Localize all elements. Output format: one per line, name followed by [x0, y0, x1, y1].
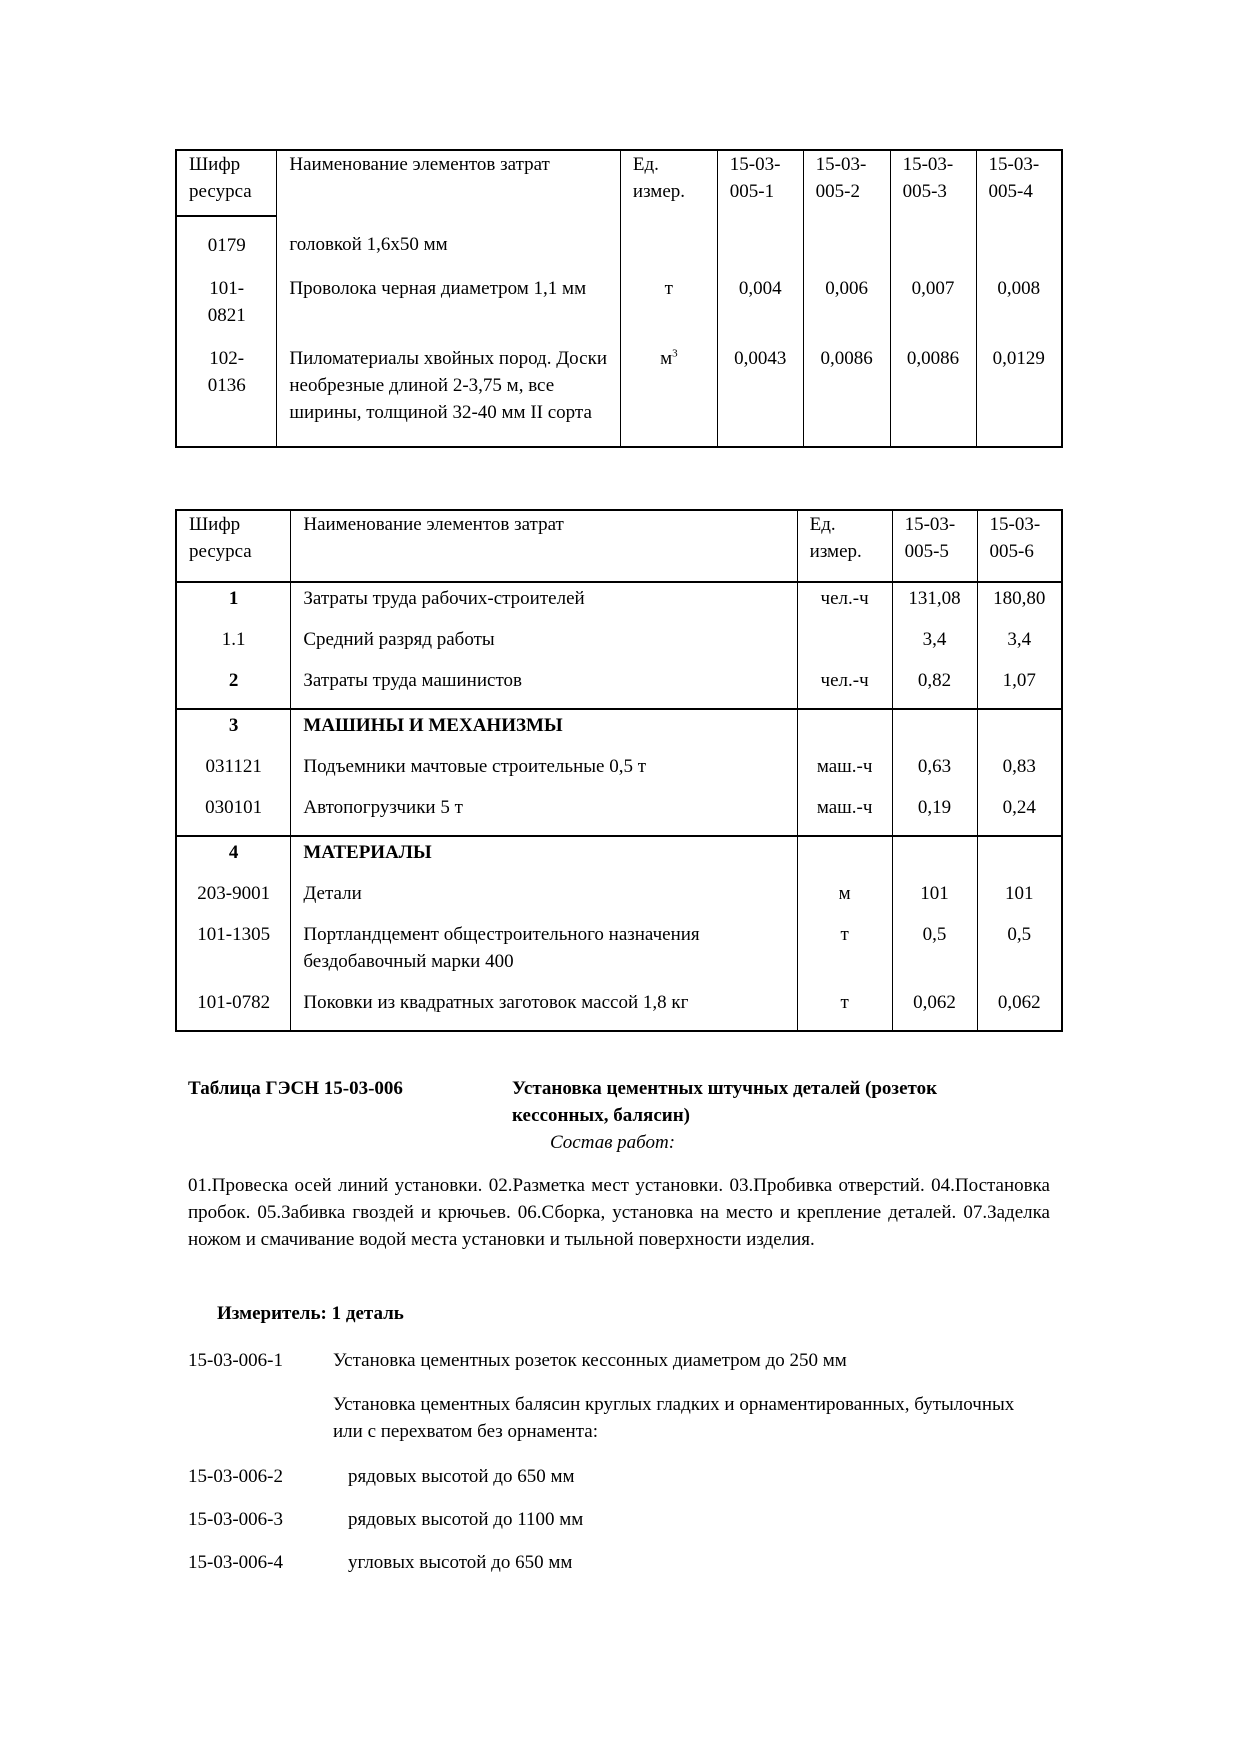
table-row	[176, 329, 1062, 447]
row-code: 203-9001	[176, 866, 291, 907]
row-code: 101-0782	[176, 975, 291, 1031]
row-code: 030101	[176, 780, 291, 836]
row-name: Затраты труда машинистов	[291, 653, 797, 709]
row-value: 1,07	[977, 653, 1062, 709]
row-code: 101- 0821	[176, 259, 277, 329]
row-value: 0,83	[977, 739, 1062, 780]
row-value	[803, 216, 890, 259]
header-name: Наименование элементов затрат	[291, 510, 797, 582]
row-name: Автопогрузчики 5 т	[291, 780, 797, 836]
row-code: 101-1305	[176, 907, 291, 975]
header-code: Шифр ресурса	[176, 150, 277, 216]
item-text: рядовых высотой до 650 мм	[348, 1466, 575, 1487]
row-name: МАШИНЫ И МЕХАНИЗМЫ	[291, 709, 797, 739]
row-name: МАТЕРИАЛЫ	[291, 836, 797, 866]
header-col-3: 15-03- 005-3	[890, 150, 976, 216]
header-col-1: 15-03- 005-1	[717, 150, 803, 216]
table-row	[176, 907, 1062, 975]
row-value: 0,82	[892, 653, 977, 709]
row-value: 0,062	[892, 975, 977, 1031]
row-unit: чел.-ч	[797, 582, 892, 612]
row-unit: маш.-ч	[797, 739, 892, 780]
header-col-6: 15-03- 005-6	[977, 510, 1062, 582]
row-value: 0,5	[977, 907, 1062, 975]
table-row	[176, 866, 1062, 907]
row-code: 1	[176, 582, 291, 612]
table-row	[176, 653, 1062, 709]
row-value: 180,80	[977, 582, 1062, 612]
row-value: 0,006	[803, 259, 890, 329]
header-col-2: 15-03- 005-2	[803, 150, 890, 216]
row-unit: т	[797, 975, 892, 1031]
row-unit	[797, 836, 892, 866]
row-code: 031121	[176, 739, 291, 780]
header-unit: Ед. измер.	[797, 510, 892, 582]
row-unit: м	[797, 866, 892, 907]
item-code: 15-03-006-1	[188, 1350, 283, 1371]
item-code: 15-03-006-3	[188, 1509, 283, 1530]
row-code: 0179	[176, 216, 277, 259]
row-code: 102- 0136	[176, 329, 277, 447]
table-header-row	[176, 150, 1062, 216]
row-value: 0,062	[977, 975, 1062, 1031]
resource-table-2	[175, 509, 1063, 1032]
table-row	[176, 975, 1062, 1031]
row-code: 4	[176, 836, 291, 866]
table-row	[176, 780, 1062, 836]
row-unit: т	[620, 259, 717, 329]
row-unit: т	[797, 907, 892, 975]
row-unit	[797, 709, 892, 739]
row-value: 0,19	[892, 780, 977, 836]
resource-table-1	[175, 149, 1063, 448]
row-name: головкой 1,6х50 мм	[277, 216, 621, 259]
row-value	[890, 216, 976, 259]
row-value: 0,007	[890, 259, 976, 329]
item-code: 15-03-006-2	[188, 1466, 283, 1487]
row-value	[977, 836, 1062, 866]
table-row	[176, 582, 1062, 612]
row-code: 2	[176, 653, 291, 709]
row-unit	[797, 612, 892, 653]
item-text: рядовых высотой до 1100 мм	[348, 1509, 584, 1530]
item-text: угловых высотой до 650 мм	[348, 1552, 573, 1573]
header-name: Наименование элементов затрат	[277, 150, 621, 216]
row-unit: чел.-ч	[797, 653, 892, 709]
item-code: 15-03-006-4	[188, 1552, 283, 1573]
row-name: Затраты труда рабочих-строителей	[291, 582, 797, 612]
row-unit	[620, 216, 717, 259]
table-row	[176, 259, 1062, 329]
row-value: 3,4	[892, 612, 977, 653]
header-code: Шифр ресурса	[176, 510, 291, 582]
row-name: Средний разряд работы	[291, 612, 797, 653]
row-name: Пиломатериалы хвойных пород. Доски необрезные длиной 2-3,75 м, все ширины, толщиной 32-40 мм II сорта	[277, 329, 621, 447]
row-value: 0,0086	[803, 329, 890, 447]
header-col-5: 15-03- 005-5	[892, 510, 977, 582]
item-text: Установка цементных розеток кессонных диаметром до 250 мм	[333, 1350, 847, 1371]
row-name: Портландцемент общестроительного назначения бездобавочный марки 400	[291, 907, 797, 975]
row-unit: маш.-ч	[797, 780, 892, 836]
row-value	[892, 709, 977, 739]
row-name: Детали	[291, 866, 797, 907]
row-value: 101	[892, 866, 977, 907]
table-row	[176, 216, 1062, 259]
row-value: 131,08	[892, 582, 977, 612]
table-title: Установка цементных штучных деталей (розеток кессонных, балясин)	[512, 1078, 938, 1126]
table-header-row	[176, 510, 1062, 582]
row-value: 0,24	[977, 780, 1062, 836]
row-value	[977, 709, 1062, 739]
row-value	[717, 216, 803, 259]
row-value: 0,004	[717, 259, 803, 329]
meter-line: Измеритель: 1 деталь	[217, 1303, 404, 1324]
row-code: 1.1	[176, 612, 291, 653]
item-text: Установка цементных балясин круглых гладких и орнаментированных, бутылочных или с перехватом без орнамента:	[333, 1394, 1015, 1442]
composition-text: 01.Провеска осей линий установки. 02.Разметка мест установки. 03.Пробивка отверстий. 04.Постановка пробок. 05.Забивка гвоздей и крючьев. 06.Сборка, установка на место и крепление деталей. 07.Заделка ножом и смачивание водой места установки и тыльной поверхности изделия.	[188, 1175, 1050, 1250]
table-label: Таблица ГЭСН 15-03-006	[188, 1078, 403, 1099]
row-code: 3	[176, 709, 291, 739]
header-col-4: 15-03- 005-4	[976, 150, 1062, 216]
composition-label: Состав работ:	[550, 1132, 676, 1153]
row-value: 0,5	[892, 907, 977, 975]
row-value	[892, 836, 977, 866]
table-row	[176, 612, 1062, 653]
row-value: 0,0086	[890, 329, 976, 447]
row-name: Проволока черная диаметром 1,1 мм	[277, 259, 621, 329]
row-name: Подъемники мачтовые строительные 0,5 т	[291, 739, 797, 780]
row-value: 0,63	[892, 739, 977, 780]
header-unit: Ед. измер.	[620, 150, 717, 216]
row-value: 0,0043	[717, 329, 803, 447]
table-row	[176, 709, 1062, 739]
row-value	[976, 216, 1062, 259]
row-value: 0,008	[976, 259, 1062, 329]
row-value: 101	[977, 866, 1062, 907]
row-name: Поковки из квадратных заготовок массой 1,8 кг	[291, 975, 797, 1031]
row-unit: $м^3$	[620, 329, 717, 447]
row-value: 3,4	[977, 612, 1062, 653]
table-row	[176, 739, 1062, 780]
table-row	[176, 836, 1062, 866]
row-value: 0,0129	[976, 329, 1062, 447]
